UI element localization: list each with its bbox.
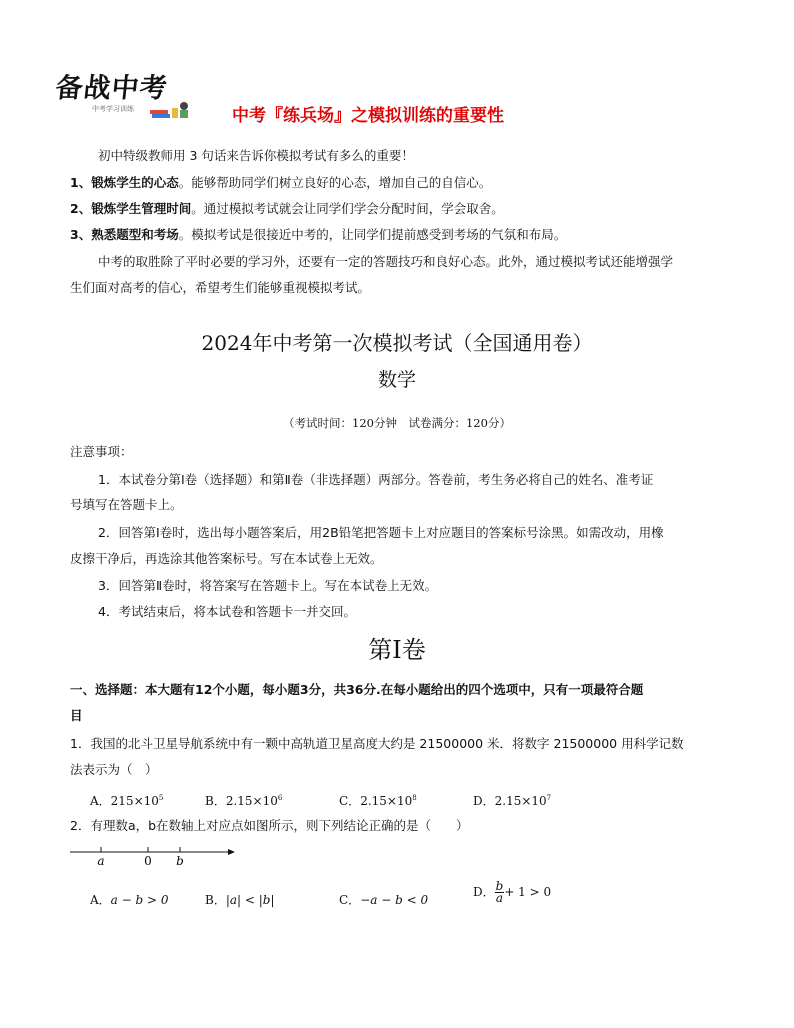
option-label: D． [473, 794, 495, 808]
intro-lead: 初中特级教师用 3 句话来告诉你模拟考试有多么的重要！ [98, 148, 414, 163]
q1-option-c [339, 792, 417, 809]
option-base: 2.15×10 [225, 794, 278, 808]
q2-option-d [473, 881, 551, 904]
notes-line: 3．回答第Ⅱ卷时，将答案写在答题卡上。写在本试卷上无效。 [98, 578, 438, 593]
option-label: C． [339, 893, 361, 907]
notes-line: 号填写在答题卡上。 [70, 497, 183, 512]
option-base: 215×10 [110, 794, 159, 808]
option-exponent: 8 [412, 794, 417, 802]
option-expression: |a| < |b| [225, 893, 275, 907]
q1-option-d [473, 792, 551, 809]
q2-text: 2．有理数a，b在数轴上对应点如图所示，则下列结论正确的是（ ） [70, 818, 469, 833]
section-heading-2: 目 [70, 708, 83, 723]
number-line-arrow [228, 849, 235, 855]
number-line [68, 842, 238, 868]
option-expression: + 1 > 0 [504, 885, 552, 899]
q1-line-2: 法表示为（ ） [70, 762, 158, 777]
q1-option-b [205, 792, 282, 809]
fraction-numerator: b [495, 879, 504, 893]
axis-label-a: a [97, 854, 105, 868]
q2-option-c [339, 891, 428, 908]
logo-subtitle: 中考学习训练 [92, 105, 134, 113]
option-label: B． [205, 794, 226, 808]
intro-point-3 [70, 226, 566, 244]
intro-point-label: 1、锻炼学生的心态 [70, 175, 179, 190]
notes-line: 皮擦干净后，再选涂其他答案标号。写在本试卷上无效。 [70, 551, 383, 566]
notes-line: 4．考试结束后，将本试卷和答题卡一并交回。 [98, 604, 356, 619]
option-label: D． [473, 885, 495, 899]
volume-title: 第Ⅰ卷 [368, 636, 426, 664]
notes-line: 2．回答第Ⅰ卷时，选出每小题答案后，用2B铅笔把答题卡上对应题目的答案标号涂黑。如需改动，用橡 [98, 525, 664, 540]
intro-point-2 [70, 200, 504, 218]
intro-point-text: 。模拟考试是很接近中考的，让同学们提前感受到考场的气氛和布局。 [178, 227, 567, 242]
option-expression: a − b > 0 [110, 893, 169, 907]
books-icon [148, 100, 192, 120]
intro-point-1 [70, 174, 491, 192]
section-heading-1: 一、选择题：本大题有12个小题，每小题3分，共36分.在每小题给出的四个选项中，只有一项最符合题 [70, 682, 644, 697]
intro-closing-1: 中考的取胜除了平时必要的学习外，还要有一定的答题技巧和良好心态。此外，通过模拟考试还能增强学 [98, 254, 674, 269]
option-base: 2.15×10 [360, 794, 413, 808]
intro-point-label: 2、锻炼学生管理时间 [70, 201, 192, 216]
notes-heading: 注意事项： [70, 444, 133, 459]
intro-point-text: 。通过模拟考试就会让同学们学会分配时间，学会取舍。 [191, 201, 504, 216]
option-exponent: 6 [277, 794, 283, 802]
exam-title: 2024年中考第一次模拟考试（全国通用卷） [201, 331, 593, 355]
option-exponent: 7 [546, 794, 552, 802]
q1-option-a [90, 792, 163, 809]
axis-label-zero: 0 [144, 854, 152, 868]
option-label: B． [205, 893, 226, 907]
exam-subject: 数学 [377, 369, 416, 391]
fraction [495, 881, 505, 904]
fraction-denominator: a [495, 891, 504, 905]
notes-line: 1．本试卷分第Ⅰ卷（选择题）和第Ⅱ卷（非选择题）两部分。答卷前，考生务必将自己的姓名、准考证 [98, 472, 654, 487]
axis-label-b: b [176, 854, 184, 868]
intro-point-text: 。能够帮助同学们树立良好的心态，增加自己的自信心。 [178, 175, 492, 190]
q2-option-b [205, 891, 275, 908]
option-label: A． [90, 794, 111, 808]
exam-info: （考试时间：120分钟 试卷满分：120分） [283, 416, 511, 430]
q1-line-1: 1．我国的北斗卫星导航系统中有一颗中高轨道卫星高度大约是 21500000 米．将数字 21500000 用科学记数 [70, 736, 684, 751]
logo [52, 64, 200, 122]
q2-option-a [90, 891, 169, 908]
intro-closing-2: 生们面对高考的信心，希望考生们能够重视模拟考试。 [70, 280, 371, 295]
logo-title: 备战中考 [54, 73, 170, 104]
option-label: C． [339, 794, 361, 808]
option-expression: −a − b < 0 [360, 893, 429, 907]
option-label: A． [90, 893, 111, 907]
option-exponent: 5 [158, 794, 164, 802]
option-base: 2.15×10 [494, 794, 547, 808]
intro-point-label: 3、熟悉题型和考场 [70, 227, 179, 242]
headline: 中考『练兵场』之模拟训练的重要性 [232, 106, 504, 126]
